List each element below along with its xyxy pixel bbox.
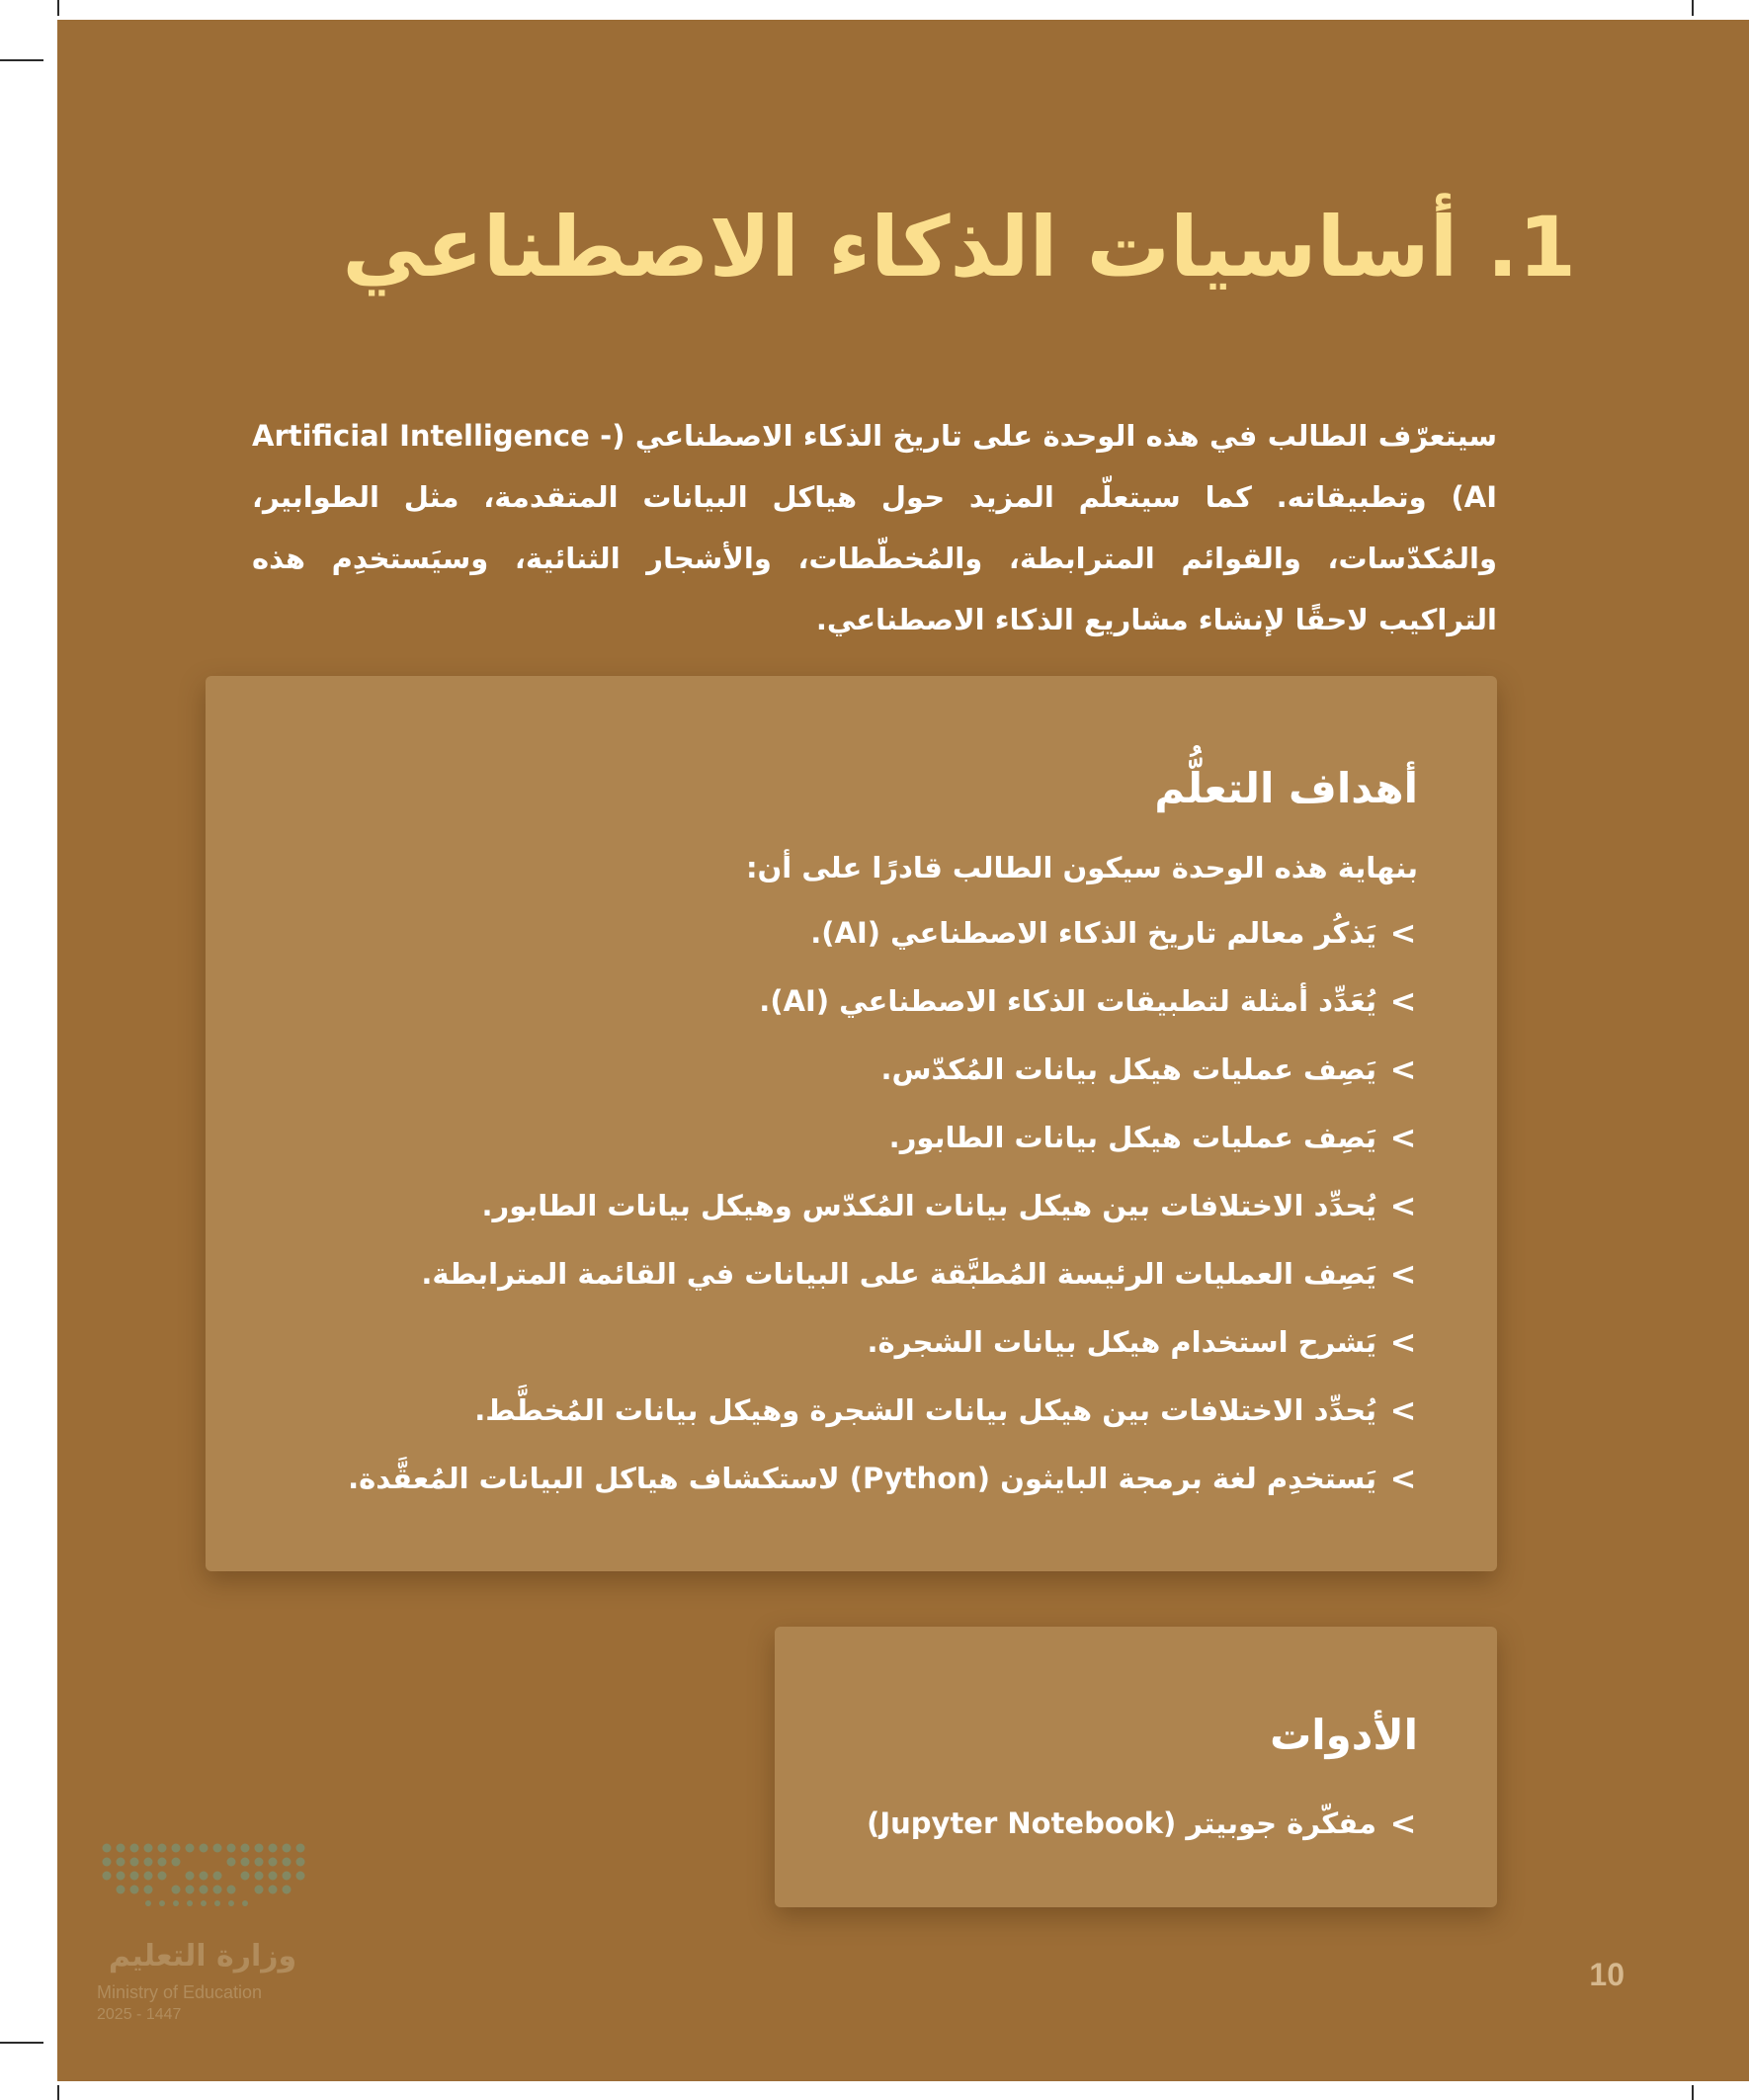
logo-dot <box>241 1872 250 1881</box>
list-item <box>348 908 1418 976</box>
list-item <box>348 1045 1418 1113</box>
list-item <box>348 976 1418 1045</box>
logo-dot <box>283 1886 292 1894</box>
logo-dot <box>172 1844 181 1853</box>
crop-mark <box>1692 0 1694 16</box>
logo-dot <box>144 1886 153 1894</box>
logo-dot <box>255 1858 264 1867</box>
logo-dot <box>201 1900 207 1906</box>
logo-dot <box>214 1900 220 1906</box>
chevron-left-icon: > <box>1389 1323 1417 1361</box>
logo-dot <box>296 1844 305 1853</box>
objective-text: يَستخدِم لغة برمجة البايثون (Python) لاستكشاف هياكل البيانات المُعقَّدة. <box>348 1462 1376 1495</box>
objective-text: يَذكُر معالم تاريخ الذكاء الاصطناعي (AI). <box>810 916 1376 950</box>
logo-dot <box>173 1900 179 1906</box>
logo-dot <box>228 1900 234 1906</box>
logo-dot <box>159 1900 165 1906</box>
logo-dot <box>187 1900 193 1906</box>
chevron-left-icon: > <box>1389 1460 1417 1497</box>
logo-dot <box>117 1844 125 1853</box>
logo-dot <box>213 1886 222 1894</box>
logo-dot <box>213 1872 222 1881</box>
tools-heading: الأدوات <box>1270 1711 1418 1759</box>
logo-dot <box>103 1844 112 1853</box>
list-item <box>348 1317 1418 1386</box>
logo-dot <box>103 1858 112 1867</box>
list-item <box>348 1454 1418 1522</box>
logo-dot <box>241 1858 250 1867</box>
logo-dot <box>145 1900 151 1906</box>
chevron-left-icon: > <box>1389 982 1417 1020</box>
logo-dot <box>130 1872 139 1881</box>
list-item <box>348 1113 1418 1181</box>
logo-dot <box>213 1844 222 1853</box>
logo-dot <box>296 1858 305 1867</box>
objective-text: يَصِف عمليات هيكل بيانات الطابور. <box>888 1121 1376 1154</box>
objective-text: يُحدِّد الاختلافات بين هيكل بيانات المُكدّس وهيكل بيانات الطابور. <box>481 1189 1376 1222</box>
logo-dot <box>117 1858 125 1867</box>
page-number: 10 <box>1589 1957 1624 1992</box>
objective-text: يَشرح استخدام هيكل بيانات الشجرة. <box>867 1325 1376 1359</box>
tool-text: مفكّرة جوبيتر (Jupyter Notebook) <box>867 1806 1376 1840</box>
logo-dot <box>144 1858 153 1867</box>
logo-dot <box>130 1886 139 1894</box>
crop-mark <box>0 59 43 61</box>
chevron-left-icon: > <box>1389 1255 1417 1293</box>
learning-objectives-lead: بنهاية هذه الوحدة سيكون الطالب قادرًا على أن: <box>745 851 1418 884</box>
intro-paragraph: سيتعرّف الطالب في هذه الوحدة على تاريخ الذكاء الاصطناعي (Artificial Intelligence - AI) وتطبيقاته. كما سيتعلّم المزيد حول هياكل البيانات المتقدمة، مثل الطوابير، والمُكدّسات، والقوائم المترابطة، والمُخطّطات، والأشجار الثنائية، وسيَستخدِم هذه التراكيب لاحقًا لإنشاء مشاريع الذكاء الاصطناعي. <box>252 419 1497 636</box>
logo-dot <box>227 1858 236 1867</box>
logo-dot <box>269 1872 278 1881</box>
logo-dot <box>158 1844 167 1853</box>
logo-dot <box>283 1872 292 1881</box>
logo-dot <box>186 1886 195 1894</box>
learning-objectives-list <box>348 908 1418 1522</box>
logo-dot <box>241 1844 250 1853</box>
logo-dot <box>144 1844 153 1853</box>
objective-text: يُعَدِّد أمثلة لتطبيقات الذكاء الاصطناعي (AI). <box>759 984 1376 1018</box>
tools-list <box>867 1799 1418 1848</box>
objective-text: يَصِف العمليات الرئيسة المُطبَّقة على البيانات في القائمة المترابطة. <box>421 1257 1376 1291</box>
ministry-arabic-name: وزارة التعليم <box>108 1939 297 1974</box>
chevron-left-icon: > <box>1389 1187 1417 1224</box>
logo-dot <box>130 1844 139 1853</box>
logo-dot <box>186 1872 195 1881</box>
logo-dot <box>158 1872 167 1881</box>
list-item <box>348 1249 1418 1317</box>
page-sheet <box>57 20 1749 2081</box>
logo-dot <box>117 1886 125 1894</box>
logo-dot <box>255 1886 264 1894</box>
logo-dot <box>227 1886 236 1894</box>
learning-objectives-heading: أهداف التعلُّم <box>1154 764 1418 812</box>
crop-mark <box>57 0 59 16</box>
logo-dot <box>269 1886 278 1894</box>
logo-dot <box>172 1886 181 1894</box>
crop-mark <box>0 2042 43 2044</box>
logo-dot <box>283 1844 292 1853</box>
ministry-year: 2025 - 1447 <box>97 2006 182 2023</box>
logo-dot <box>283 1858 292 1867</box>
chevron-left-icon: > <box>1389 1805 1417 1842</box>
learning-objectives-box <box>206 676 1497 1571</box>
ministry-english-name: Ministry of Education <box>97 1982 263 2002</box>
logo-dot <box>200 1872 208 1881</box>
logo-dot <box>158 1858 167 1867</box>
logo-dot <box>255 1872 264 1881</box>
list-item <box>348 1181 1418 1249</box>
list-item <box>348 1386 1418 1454</box>
dot-pattern-icon <box>97 1838 314 1937</box>
page-title: 1. أساسيات الذكاء الاصطناعي <box>342 199 1576 295</box>
logo-dot <box>269 1844 278 1853</box>
logo-dot <box>186 1844 195 1853</box>
chevron-left-icon: > <box>1389 1391 1417 1429</box>
logo-dot <box>255 1844 264 1853</box>
chevron-left-icon: > <box>1389 1119 1417 1156</box>
objective-text: يُحدِّد الاختلافات بين هيكل بيانات الشجرة وهيكل بيانات المُخطَّط. <box>474 1393 1376 1427</box>
tools-box <box>775 1627 1497 1907</box>
ministry-logo <box>97 1838 324 2036</box>
logo-dot <box>200 1886 208 1894</box>
chevron-left-icon: > <box>1389 914 1417 952</box>
crop-mark <box>57 2085 59 2100</box>
logo-dot <box>172 1858 181 1867</box>
logo-dot <box>130 1858 139 1867</box>
objective-text: يَصِف عمليات هيكل بيانات المُكدّس. <box>880 1052 1376 1086</box>
logo-dot <box>117 1872 125 1881</box>
list-item <box>867 1799 1418 1848</box>
logo-dot <box>200 1844 208 1853</box>
chevron-left-icon: > <box>1389 1050 1417 1088</box>
logo-dot <box>144 1872 153 1881</box>
logo-dot <box>103 1872 112 1881</box>
logo-dot <box>242 1900 248 1906</box>
crop-mark <box>1692 2085 1694 2100</box>
logo-dot <box>227 1844 236 1853</box>
logo-dot <box>269 1858 278 1867</box>
logo-dot <box>296 1872 305 1881</box>
